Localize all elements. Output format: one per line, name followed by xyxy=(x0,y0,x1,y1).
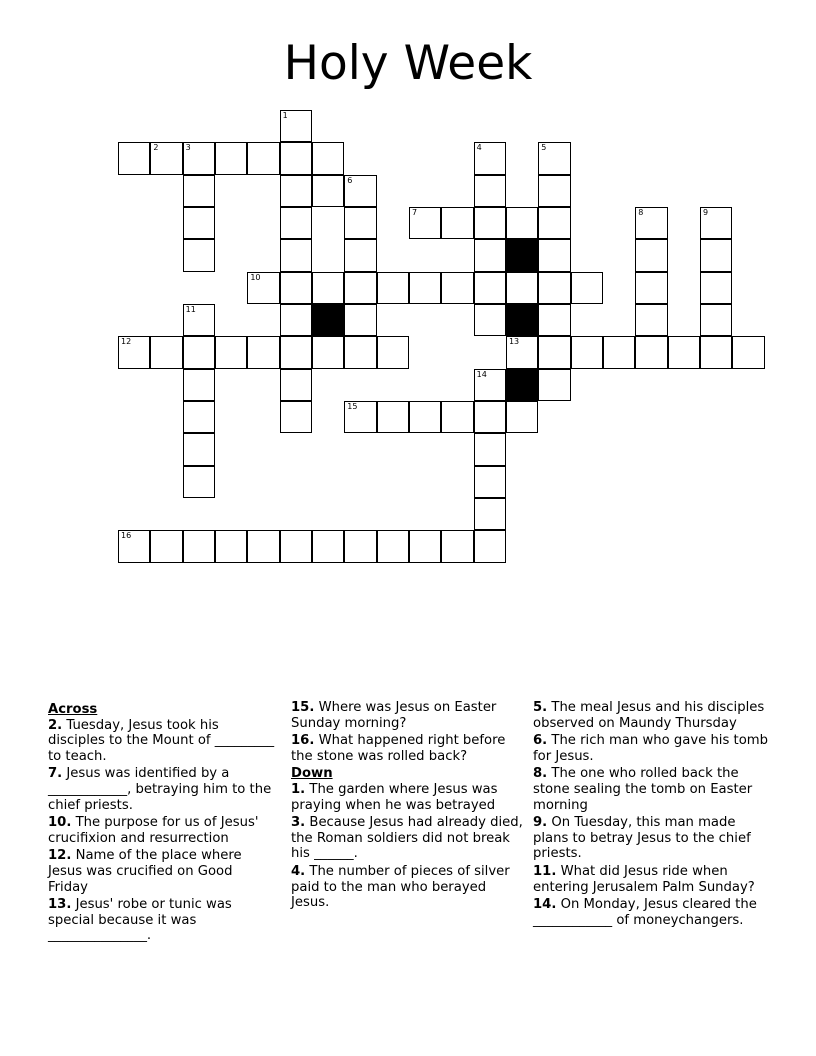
grid-cell[interactable] xyxy=(247,272,279,304)
grid-cell[interactable] xyxy=(538,207,570,239)
grid-cell[interactable] xyxy=(118,530,150,562)
cell-number: 11 xyxy=(185,304,196,314)
grid-cell[interactable] xyxy=(344,175,376,207)
clue-number: 14. xyxy=(533,897,557,913)
grid-cell[interactable] xyxy=(280,530,312,562)
cell-number: 3 xyxy=(185,143,191,153)
clue-text: The meal Jesus and his disciples observed on Maundy Thursday xyxy=(533,700,765,731)
clue-across-13 xyxy=(48,897,276,944)
grid-cell[interactable] xyxy=(344,401,376,433)
grid-cell[interactable] xyxy=(344,530,376,562)
grid-cell[interactable] xyxy=(409,401,441,433)
grid-cell[interactable] xyxy=(474,369,506,401)
grid-cell[interactable] xyxy=(183,369,215,401)
clue-text: Because Jesus had already died, the Roman soldiers did not break his ______. xyxy=(291,815,523,862)
grid-cell[interactable] xyxy=(183,433,215,465)
clue-number: 12. xyxy=(48,848,72,864)
clue-number: 9. xyxy=(533,815,548,831)
clues-column-3 xyxy=(533,700,768,930)
cell-number: 10 xyxy=(250,272,261,282)
grid-cell[interactable] xyxy=(603,336,635,368)
clue-number: 13. xyxy=(48,897,72,913)
clue-across-15 xyxy=(291,700,523,731)
grid-cell[interactable] xyxy=(474,272,506,304)
grid-cell[interactable] xyxy=(344,239,376,271)
clues-column-1 xyxy=(48,700,276,946)
clue-number: 11. xyxy=(533,863,557,879)
grid-cell[interactable] xyxy=(538,336,570,368)
grid-cell[interactable] xyxy=(474,530,506,562)
grid-cell[interactable] xyxy=(538,304,570,336)
grid-cell[interactable] xyxy=(538,142,570,174)
clue-across-7 xyxy=(48,766,276,813)
grid-cell[interactable] xyxy=(700,239,732,271)
clue-text: Where was Jesus on Easter Sunday morning? xyxy=(291,700,497,731)
clue-text: On Tuesday, this man made plans to betray Jesus to the chief priests. xyxy=(533,815,751,862)
grid-cell[interactable] xyxy=(312,175,344,207)
cell-number: 9 xyxy=(702,207,709,217)
clue-down-5 xyxy=(533,700,768,731)
grid-cell[interactable] xyxy=(732,336,764,368)
clue-down-9 xyxy=(533,815,768,862)
grid-cell[interactable] xyxy=(409,272,441,304)
grid-cell[interactable] xyxy=(377,401,409,433)
grid-cell[interactable] xyxy=(474,207,506,239)
cell-number: 4 xyxy=(476,143,482,153)
grid-cell[interactable] xyxy=(700,272,732,304)
grid-cell[interactable] xyxy=(247,142,279,174)
grid-cell[interactable] xyxy=(409,207,441,239)
clue-text: What did Jesus ride when entering Jerusalem Palm Sunday? xyxy=(533,863,755,895)
grid-cell[interactable] xyxy=(538,369,570,401)
grid-cell[interactable] xyxy=(538,272,570,304)
grid-cell[interactable] xyxy=(344,207,376,239)
clue-number: 2. xyxy=(48,717,63,733)
grid-cell[interactable] xyxy=(183,304,215,336)
grid-cell[interactable] xyxy=(215,530,247,562)
cell-number: 1 xyxy=(282,111,288,120)
grid-cell[interactable] xyxy=(474,498,506,530)
clue-down-11 xyxy=(533,864,768,895)
grid-cell[interactable] xyxy=(150,530,182,562)
clue-down-1 xyxy=(291,782,523,813)
grid-cell[interactable] xyxy=(150,142,182,174)
grid-cell[interactable] xyxy=(247,530,279,562)
grid-cell[interactable] xyxy=(280,272,312,304)
clue-number: 7. xyxy=(48,766,63,782)
grid-cell[interactable] xyxy=(474,433,506,465)
grid-cell[interactable] xyxy=(441,530,473,562)
grid-cell[interactable] xyxy=(280,142,312,174)
grid-cell[interactable] xyxy=(183,401,215,433)
grid-cell[interactable] xyxy=(280,401,312,433)
grid-cell[interactable] xyxy=(312,142,344,174)
clue-down-8 xyxy=(533,766,768,813)
grid-cell[interactable] xyxy=(344,336,376,368)
grid-cell[interactable] xyxy=(441,272,473,304)
clue-text: What happened right before the stone was rolled back? xyxy=(291,733,506,764)
grid-cell[interactable] xyxy=(280,304,312,336)
cell-number: 2 xyxy=(153,143,159,153)
clue-text: Name of the place where Jesus was crucified on Good Friday xyxy=(48,848,242,895)
clue-across-16 xyxy=(291,733,523,764)
grid-cell[interactable] xyxy=(183,175,215,207)
clue-down-3 xyxy=(291,815,523,862)
clue-number: 5. xyxy=(533,700,548,715)
clues-column-2 xyxy=(291,700,523,913)
grid-cell[interactable] xyxy=(344,272,376,304)
grid-cell[interactable] xyxy=(183,466,215,498)
clue-across-10 xyxy=(48,815,276,846)
clue-text: The rich man who gave his tomb for Jesus. xyxy=(533,733,768,764)
cell-number: 5 xyxy=(541,143,547,153)
grid-cell[interactable] xyxy=(312,272,344,304)
grid-cell[interactable] xyxy=(280,207,312,239)
cell-number: 14 xyxy=(476,369,487,379)
clue-across-2 xyxy=(48,718,276,765)
grid-cell[interactable] xyxy=(215,142,247,174)
grid-cell[interactable] xyxy=(312,530,344,562)
cell-number: 15 xyxy=(347,401,358,411)
grid-cell[interactable] xyxy=(700,336,732,368)
grid-cell[interactable] xyxy=(183,530,215,562)
grid-cell[interactable] xyxy=(312,336,344,368)
grid-cell[interactable] xyxy=(377,530,409,562)
grid-cell[interactable] xyxy=(538,175,570,207)
grid-cell[interactable] xyxy=(538,239,570,271)
clue-number: 1. xyxy=(291,781,306,797)
grid-cell[interactable] xyxy=(280,175,312,207)
grid-cell[interactable] xyxy=(280,239,312,271)
cell-number: 13 xyxy=(508,337,520,347)
down-heading: Down xyxy=(291,766,333,782)
page-title: Holy Week xyxy=(283,36,533,91)
grid-cell[interactable] xyxy=(635,272,667,304)
black-cell xyxy=(506,304,538,336)
grid-cell[interactable] xyxy=(474,466,506,498)
cell-number: 12 xyxy=(121,337,132,347)
clue-text: The one who rolled back the stone sealing the tomb on Easter morning xyxy=(533,766,753,813)
clue-number: 10. xyxy=(48,815,72,831)
grid-cell[interactable] xyxy=(506,272,538,304)
grid-cell[interactable] xyxy=(700,304,732,336)
clue-text: The number of pieces of silver paid to the man who berayed Jesus. xyxy=(291,863,510,911)
grid-cell[interactable] xyxy=(474,304,506,336)
grid-cell[interactable] xyxy=(118,142,150,174)
grid-cell[interactable] xyxy=(409,530,441,562)
clue-text: Jesus' robe or tunic was special because it was _______________. xyxy=(48,897,232,944)
black-cell xyxy=(312,304,344,336)
grid-cell[interactable] xyxy=(183,207,215,239)
grid-cell[interactable] xyxy=(280,369,312,401)
cell-number: 7 xyxy=(411,207,418,217)
grid-cell[interactable] xyxy=(635,239,667,271)
clue-down-4 xyxy=(291,864,523,911)
clue-number: 4. xyxy=(291,863,306,879)
black-cell xyxy=(506,239,538,271)
grid-cell[interactable] xyxy=(344,304,376,336)
grid-cell[interactable] xyxy=(635,304,667,336)
grid-cell[interactable] xyxy=(635,336,667,368)
cell-number: 6 xyxy=(347,175,353,185)
grid-cell[interactable] xyxy=(668,336,700,368)
grid-cell[interactable] xyxy=(506,336,538,368)
clue-number: 15. xyxy=(291,700,315,715)
grid-cell[interactable] xyxy=(280,110,312,142)
grid-cell[interactable] xyxy=(118,336,150,368)
clue-down-14 xyxy=(533,897,768,928)
grid-cell[interactable] xyxy=(247,336,279,368)
across-heading: Across xyxy=(48,702,98,717)
grid-cell[interactable] xyxy=(506,401,538,433)
grid-cell[interactable] xyxy=(215,336,247,368)
clue-number: 3. xyxy=(291,815,306,831)
grid-cell[interactable] xyxy=(635,207,667,239)
clue-text: The purpose for us of Jesus' crucifixion and resurrection xyxy=(48,815,259,846)
grid-cell[interactable] xyxy=(474,142,506,174)
grid-cell[interactable] xyxy=(506,207,538,239)
grid-cell[interactable] xyxy=(441,401,473,433)
grid-cell[interactable] xyxy=(183,239,215,271)
black-cell xyxy=(506,369,538,401)
clue-text: The garden where Jesus was praying when he was betrayed xyxy=(291,781,498,813)
clue-text: Tuesday, Jesus took his disciples to the Mount of _________ to teach. xyxy=(48,717,275,764)
grid-cell[interactable] xyxy=(377,336,409,368)
clue-text: On Monday, Jesus cleared the ____________ of moneychangers. xyxy=(533,897,757,928)
grid-cell[interactable] xyxy=(474,175,506,207)
clue-text: Jesus was identified by a ____________, betraying him to the chief priests. xyxy=(48,766,272,813)
clue-number: 6. xyxy=(533,733,548,749)
grid-cell[interactable] xyxy=(377,272,409,304)
clue-number: 8. xyxy=(533,766,548,782)
clue-down-6 xyxy=(533,733,768,764)
grid-cell[interactable] xyxy=(441,207,473,239)
grid-cell[interactable] xyxy=(183,336,215,368)
cell-number: 16 xyxy=(121,531,132,541)
grid-cell[interactable] xyxy=(474,239,506,271)
grid-cell[interactable] xyxy=(183,142,215,174)
grid-cell[interactable] xyxy=(280,336,312,368)
grid-cell[interactable] xyxy=(700,207,732,239)
grid-cell[interactable] xyxy=(571,272,603,304)
cell-number: 8 xyxy=(638,207,644,217)
grid-cell[interactable] xyxy=(150,336,182,368)
grid-cell[interactable] xyxy=(474,401,506,433)
grid-cell[interactable] xyxy=(571,336,603,368)
clue-across-12 xyxy=(48,848,276,895)
clue-number: 16. xyxy=(291,733,315,749)
